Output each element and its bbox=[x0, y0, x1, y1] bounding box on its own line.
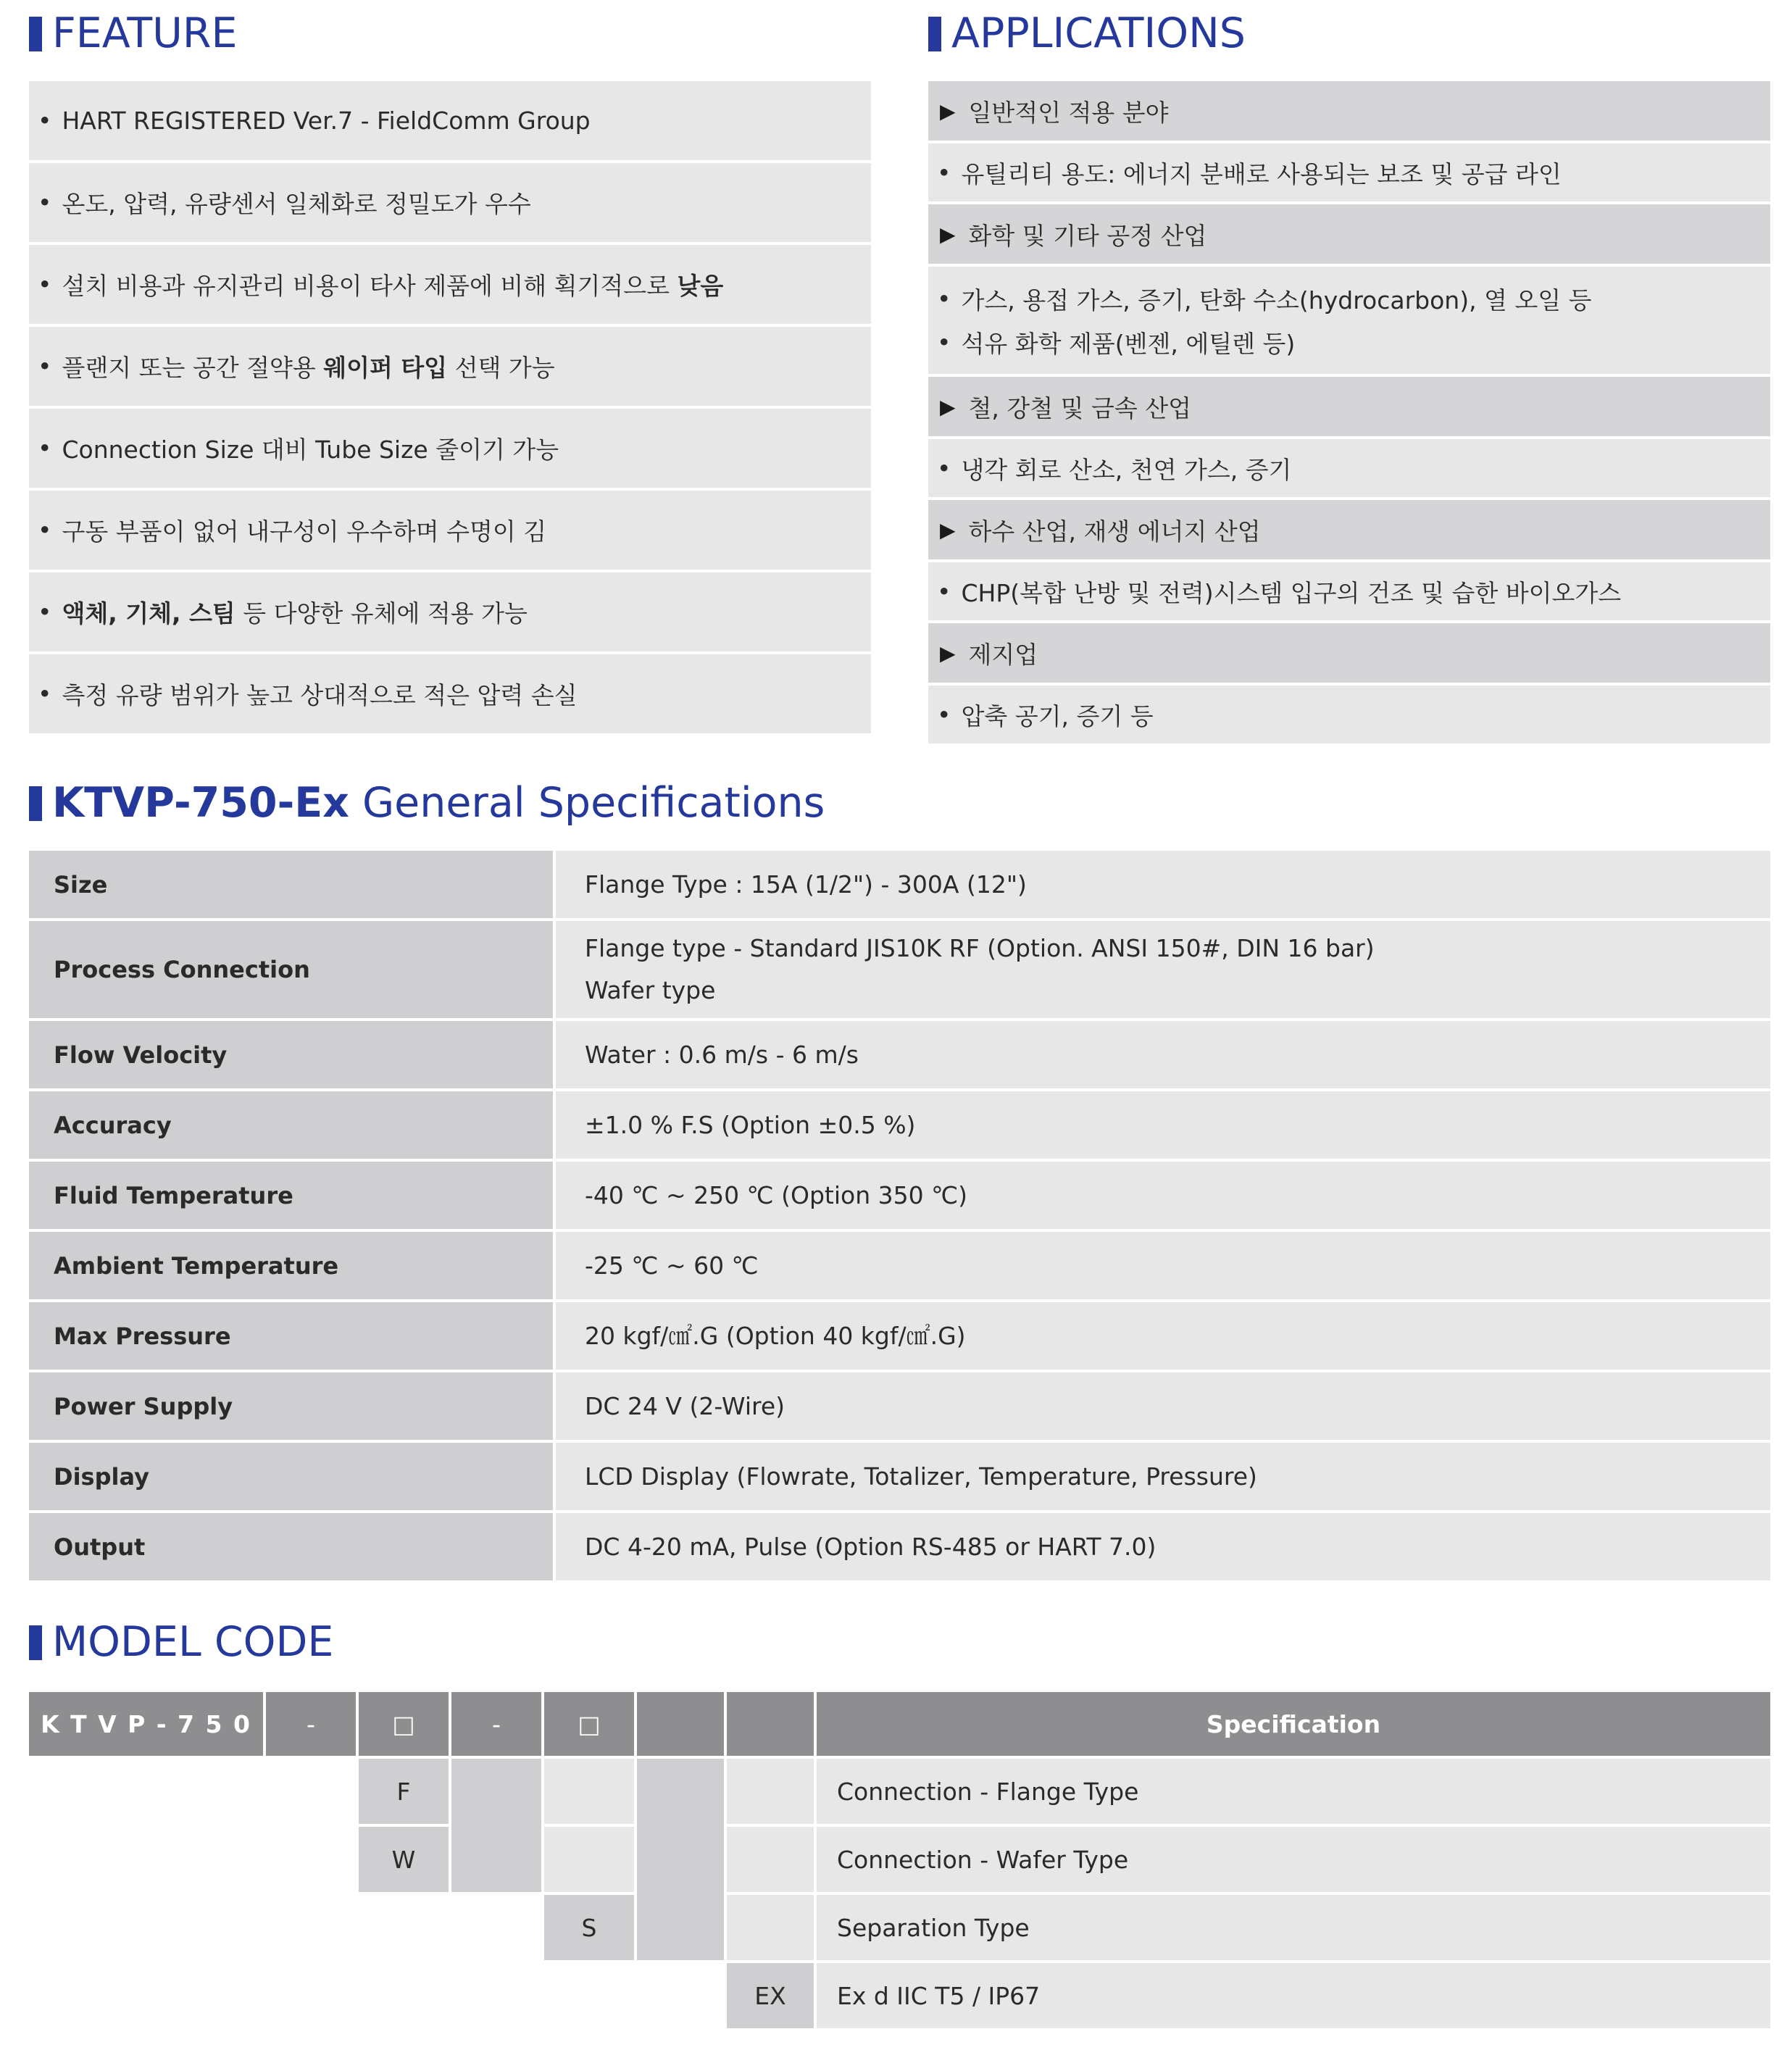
feature-text: 설치 비용과 유지관리 비용이 타사 제품에 비해 획기적으로 bbox=[62, 272, 678, 300]
model-code-box: □ bbox=[544, 1692, 634, 1756]
application-details bbox=[928, 439, 1770, 497]
applications-title-text: APPLICATIONS bbox=[951, 9, 1246, 57]
model-code-title-text: MODEL CODE bbox=[52, 1618, 334, 1666]
spec-label: Process Connection bbox=[29, 921, 553, 1018]
applications-list bbox=[928, 81, 1770, 746]
bullet: • bbox=[38, 352, 52, 380]
application-heading bbox=[928, 204, 1770, 264]
application-line bbox=[937, 570, 1770, 613]
code-cell-empty bbox=[544, 1759, 634, 1824]
spec-label: Output bbox=[29, 1513, 553, 1580]
spec-value bbox=[556, 921, 1770, 1018]
bullet: • bbox=[38, 434, 52, 462]
spec-row bbox=[29, 1513, 1770, 1580]
application-line bbox=[937, 693, 1770, 736]
spec-description: Separation Type bbox=[817, 1895, 1770, 1960]
spec-label: Size bbox=[29, 851, 553, 918]
feature-item bbox=[29, 491, 871, 570]
spec-label: Fluid Temperature bbox=[29, 1162, 553, 1229]
applications-title bbox=[928, 9, 1246, 57]
specifications-title bbox=[29, 779, 825, 827]
bullet: • bbox=[38, 516, 52, 544]
spec-value-line: LCD Display (Flowrate, Totalizer, Temperature, Pressure) bbox=[585, 1462, 1257, 1491]
spec-label: Display bbox=[29, 1443, 553, 1510]
spec-value bbox=[556, 1091, 1770, 1159]
code-cell-empty bbox=[727, 1827, 814, 1892]
bullet: • bbox=[937, 577, 951, 606]
spec-value bbox=[556, 1513, 1770, 1580]
spec-description: Connection - Wafer Type bbox=[817, 1827, 1770, 1892]
application-line bbox=[937, 277, 1770, 320]
bullet: • bbox=[937, 454, 951, 483]
application-line-text: 냉각 회로 산소, 천연 가스, 증기 bbox=[961, 455, 1292, 484]
bullet: • bbox=[38, 270, 52, 299]
model-code-blank-header bbox=[727, 1692, 814, 1756]
application-heading bbox=[928, 500, 1770, 559]
feature-text: 선택 가능 bbox=[447, 354, 555, 382]
application-line bbox=[937, 151, 1770, 194]
feature-item bbox=[29, 572, 871, 651]
bullet: • bbox=[38, 107, 52, 135]
spec-label: Power Supply bbox=[29, 1372, 553, 1440]
spec-row bbox=[29, 921, 1770, 1018]
specification-header: Specification bbox=[817, 1692, 1770, 1756]
bullet: • bbox=[937, 158, 951, 187]
spec-row bbox=[29, 851, 1770, 918]
model-code-dash: - bbox=[266, 1692, 356, 1756]
code-column-fill bbox=[451, 1759, 541, 1892]
feature-text: 측정 유량 범위가 높고 상대적으로 적은 압력 손실 bbox=[62, 681, 578, 709]
spec-row bbox=[29, 1372, 1770, 1440]
application-line-text: 압축 공기, 증기 등 bbox=[961, 701, 1154, 730]
spec-value bbox=[556, 1372, 1770, 1440]
model-code-blank-header bbox=[637, 1692, 724, 1756]
application-heading-text: 일반적인 적용 분야 bbox=[968, 98, 1169, 127]
feature-item bbox=[29, 163, 871, 242]
triangle-icon: ▶ bbox=[940, 99, 956, 123]
spec-row bbox=[29, 1091, 1770, 1159]
title-marker bbox=[29, 17, 42, 51]
spec-label: Flow Velocity bbox=[29, 1021, 553, 1088]
model-code-model: K T V P - 7 5 0 bbox=[29, 1692, 263, 1756]
spec-table bbox=[29, 851, 1770, 1583]
spec-value-line: 20 kgf/㎠.G (Option 40 kgf/㎠.G) bbox=[585, 1321, 966, 1350]
application-heading-text: 하수 산업, 재생 에너지 산업 bbox=[968, 517, 1261, 546]
bullet: • bbox=[937, 284, 951, 313]
application-details bbox=[928, 562, 1770, 620]
specifications-title-text: General Specifications bbox=[362, 779, 825, 827]
code-cell: F bbox=[359, 1759, 449, 1824]
application-details bbox=[928, 686, 1770, 743]
feature-text-bold: 액체, 기체, 스팀 bbox=[62, 599, 236, 628]
triangle-icon: ▶ bbox=[940, 641, 956, 665]
spec-row bbox=[29, 1162, 1770, 1229]
spec-label: Accuracy bbox=[29, 1091, 553, 1159]
feature-text: 온도, 압력, 유량센서 일체화로 정밀도가 우수 bbox=[62, 190, 531, 218]
application-heading-text: 제지업 bbox=[968, 640, 1038, 669]
code-column-fill bbox=[637, 1759, 724, 1960]
application-details bbox=[928, 267, 1770, 374]
feature-list bbox=[29, 81, 871, 736]
title-marker bbox=[928, 17, 941, 51]
spec-label: Max Pressure bbox=[29, 1302, 553, 1370]
feature-text: 구동 부품이 없어 내구성이 우수하며 수명이 김 bbox=[62, 517, 547, 546]
feature-item bbox=[29, 245, 871, 324]
spec-value-line: -25 ℃ ~ 60 ℃ bbox=[585, 1251, 759, 1280]
feature-text: HART REGISTERED Ver.7 - FieldComm Group bbox=[62, 107, 591, 135]
feature-text: 등 다양한 유체에 적용 가능 bbox=[235, 599, 528, 628]
spec-value bbox=[556, 1302, 1770, 1370]
application-heading-text: 화학 및 기타 공정 산업 bbox=[968, 221, 1207, 250]
feature-item bbox=[29, 81, 871, 160]
application-line bbox=[937, 446, 1770, 490]
model-code-dash: - bbox=[451, 1692, 541, 1756]
spec-value-line: Wafer type bbox=[585, 976, 716, 1004]
bullet: • bbox=[38, 188, 52, 217]
code-cell: W bbox=[359, 1827, 449, 1892]
model-name: KTVP-750-Ex bbox=[52, 779, 349, 827]
application-heading bbox=[928, 81, 1770, 141]
feature-item bbox=[29, 409, 871, 488]
feature-text-bold: 웨이퍼 타입 bbox=[323, 354, 448, 382]
spec-value bbox=[556, 851, 1770, 918]
application-heading bbox=[928, 623, 1770, 683]
triangle-icon: ▶ bbox=[940, 394, 956, 419]
application-line-text: 유틸리티 용도: 에너지 분배로 사용되는 보조 및 공급 라인 bbox=[961, 159, 1562, 188]
spec-value bbox=[556, 1232, 1770, 1299]
spec-row bbox=[29, 1302, 1770, 1370]
spec-description: Ex d IIC T5 / IP67 bbox=[817, 1963, 1770, 2028]
spec-value bbox=[556, 1443, 1770, 1510]
bullet: • bbox=[937, 328, 951, 357]
spec-label: Ambient Temperature bbox=[29, 1232, 553, 1299]
title-marker bbox=[29, 1625, 42, 1660]
feature-item bbox=[29, 327, 871, 406]
bullet: • bbox=[38, 598, 52, 626]
spec-value bbox=[556, 1021, 1770, 1088]
spec-value-line: Water : 0.6 m/s - 6 m/s bbox=[585, 1040, 859, 1069]
application-heading bbox=[928, 377, 1770, 436]
application-line-text: CHP(복합 난방 및 전력)시스템 입구의 건조 및 습한 바이오가스 bbox=[961, 578, 1622, 607]
feature-title-text: FEATURE bbox=[52, 9, 238, 57]
spec-value bbox=[556, 1162, 1770, 1229]
application-line bbox=[937, 320, 1770, 364]
application-line-text: 석유 화학 제품(벤젠, 에틸렌 등) bbox=[961, 329, 1296, 358]
feature-text-bold: 낮음 bbox=[677, 272, 724, 300]
bullet: • bbox=[937, 700, 951, 729]
feature-text: Connection Size 대비 Tube Size 줄이기 가능 bbox=[62, 436, 559, 464]
spec-row bbox=[29, 1443, 1770, 1510]
spec-row bbox=[29, 1232, 1770, 1299]
code-cell-empty bbox=[727, 1895, 814, 1960]
model-code-box: □ bbox=[359, 1692, 449, 1756]
spec-row bbox=[29, 1021, 1770, 1088]
triangle-icon: ▶ bbox=[940, 222, 956, 246]
title-marker bbox=[29, 786, 42, 821]
code-cell: EX bbox=[727, 1963, 814, 2028]
spec-value-line: Flange type - Standard JIS10K RF (Option. ANSI 150#, DIN 16 bar) bbox=[585, 934, 1375, 962]
code-cell-empty bbox=[544, 1827, 634, 1892]
spec-description: Connection - Flange Type bbox=[817, 1759, 1770, 1824]
bullet: • bbox=[38, 680, 52, 708]
spec-value-line: Flange Type : 15A (1/2") - 300A (12") bbox=[585, 870, 1027, 899]
spec-value-line: ±1.0 % F.S (Option ±0.5 %) bbox=[585, 1110, 916, 1139]
feature-title bbox=[29, 9, 238, 57]
application-details bbox=[928, 143, 1770, 201]
code-cell-empty bbox=[727, 1759, 814, 1824]
spec-value-line: -40 ℃ ~ 250 ℃ (Option 350 ℃) bbox=[585, 1180, 968, 1209]
spec-value-line: DC 24 V (2-Wire) bbox=[585, 1391, 785, 1420]
feature-item bbox=[29, 654, 871, 733]
code-cell: S bbox=[544, 1895, 634, 1960]
feature-text: 플랜지 또는 공간 절약용 bbox=[62, 354, 324, 382]
application-heading-text: 철, 강철 및 금속 산업 bbox=[968, 393, 1192, 422]
spec-value-line: DC 4-20 mA, Pulse (Option RS-485 or HART 7.0) bbox=[585, 1532, 1157, 1561]
application-line-text: 가스, 용접 가스, 증기, 탄화 수소(hydrocarbon), 열 오일 등 bbox=[961, 286, 1592, 314]
triangle-icon: ▶ bbox=[940, 517, 956, 542]
model-code-title bbox=[29, 1618, 334, 1666]
